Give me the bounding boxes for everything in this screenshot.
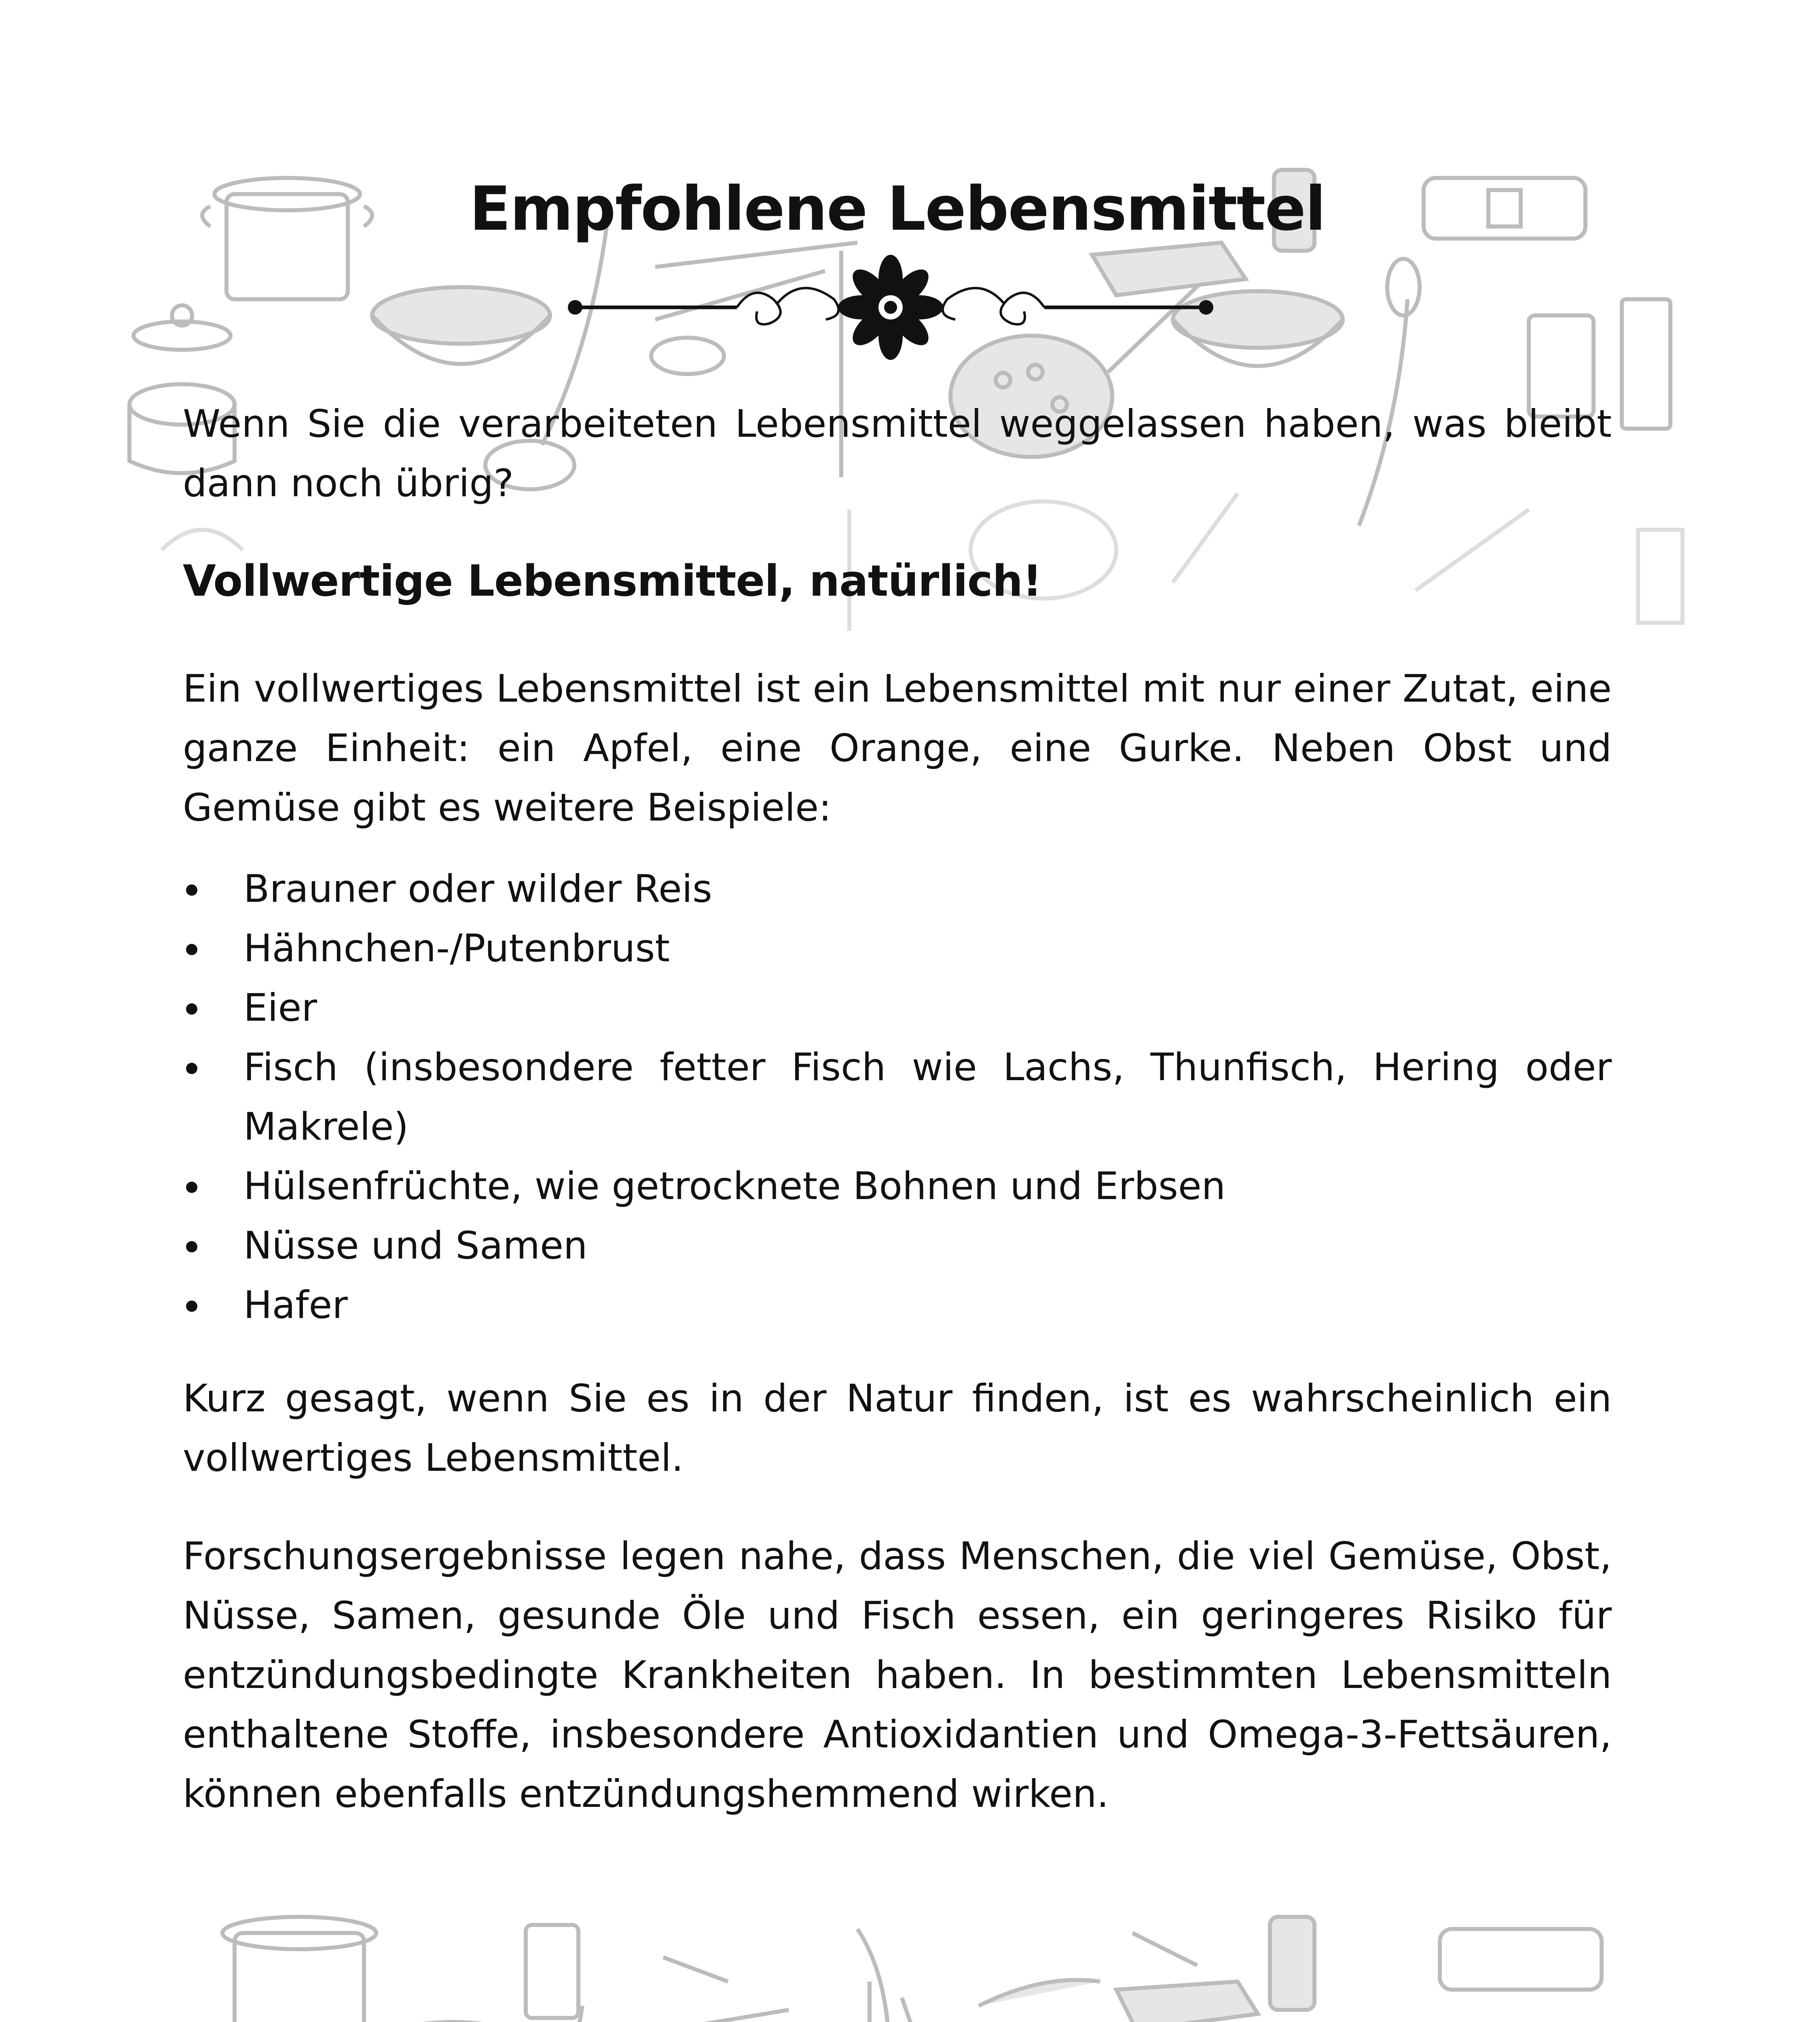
list-item: Eier (183, 978, 1612, 1038)
page-title: Empfohlene Lebensmittel (469, 174, 1325, 244)
summary-paragraph: Kurz gesagt, wenn Sie es in der Natur finden, ist es wahrscheinlich ein vollwertiges Lebensmittel. (183, 1377, 1612, 1480)
examples-list (183, 859, 1612, 1335)
flower-divider-icon (567, 255, 1214, 360)
list-item: Brauner oder wilder Reis (183, 859, 1612, 919)
research-paragraph: Forschungsergebnisse legen nahe, dass Menschen, die viel Gemüse, Obst, Nüsse, Samen, gesunde Öle und Fisch essen, ein geringeres Risiko für entzündungsbedingte Krankheiten haben. In bestimmten Lebensmitteln enthaltene Stoffe, insbesondere Antioxidantien und Omega-3-Fettsäuren, können ebenfalls entzündungshemmend wirken. (183, 1534, 1612, 1816)
definition-paragraph: Ein vollwertiges Lebensmittel ist ein Lebensmittel mit nur einer Zutat, eine ganze Einheit: ein Apfel, eine Orange, eine Gurke. Neben Obst und Gemüse gibt es weitere Beispiele: (183, 667, 1612, 830)
list-item: Hülsenfrüchte, wie getrocknete Bohnen und Erbsen (183, 1157, 1612, 1216)
list-item: Hähnchen-/Putenbrust (183, 919, 1612, 978)
section-heading: Vollwertige Lebensmittel, natürlich! (183, 556, 1042, 606)
list-item: Fisch (insbesondere fetter Fisch wie Lachs, Thunfisch, Hering oder Makrele) (183, 1038, 1612, 1157)
list-item: Hafer (183, 1275, 1612, 1335)
kitchen-utensils-background-bottom-icon (0, 1901, 1820, 2022)
list-item: Nüsse und Samen (183, 1216, 1612, 1275)
intro-paragraph: Wenn Sie die verarbeiteten Lebensmittel weggelassen haben, was bleibt dann noch übrig? (183, 402, 1612, 506)
